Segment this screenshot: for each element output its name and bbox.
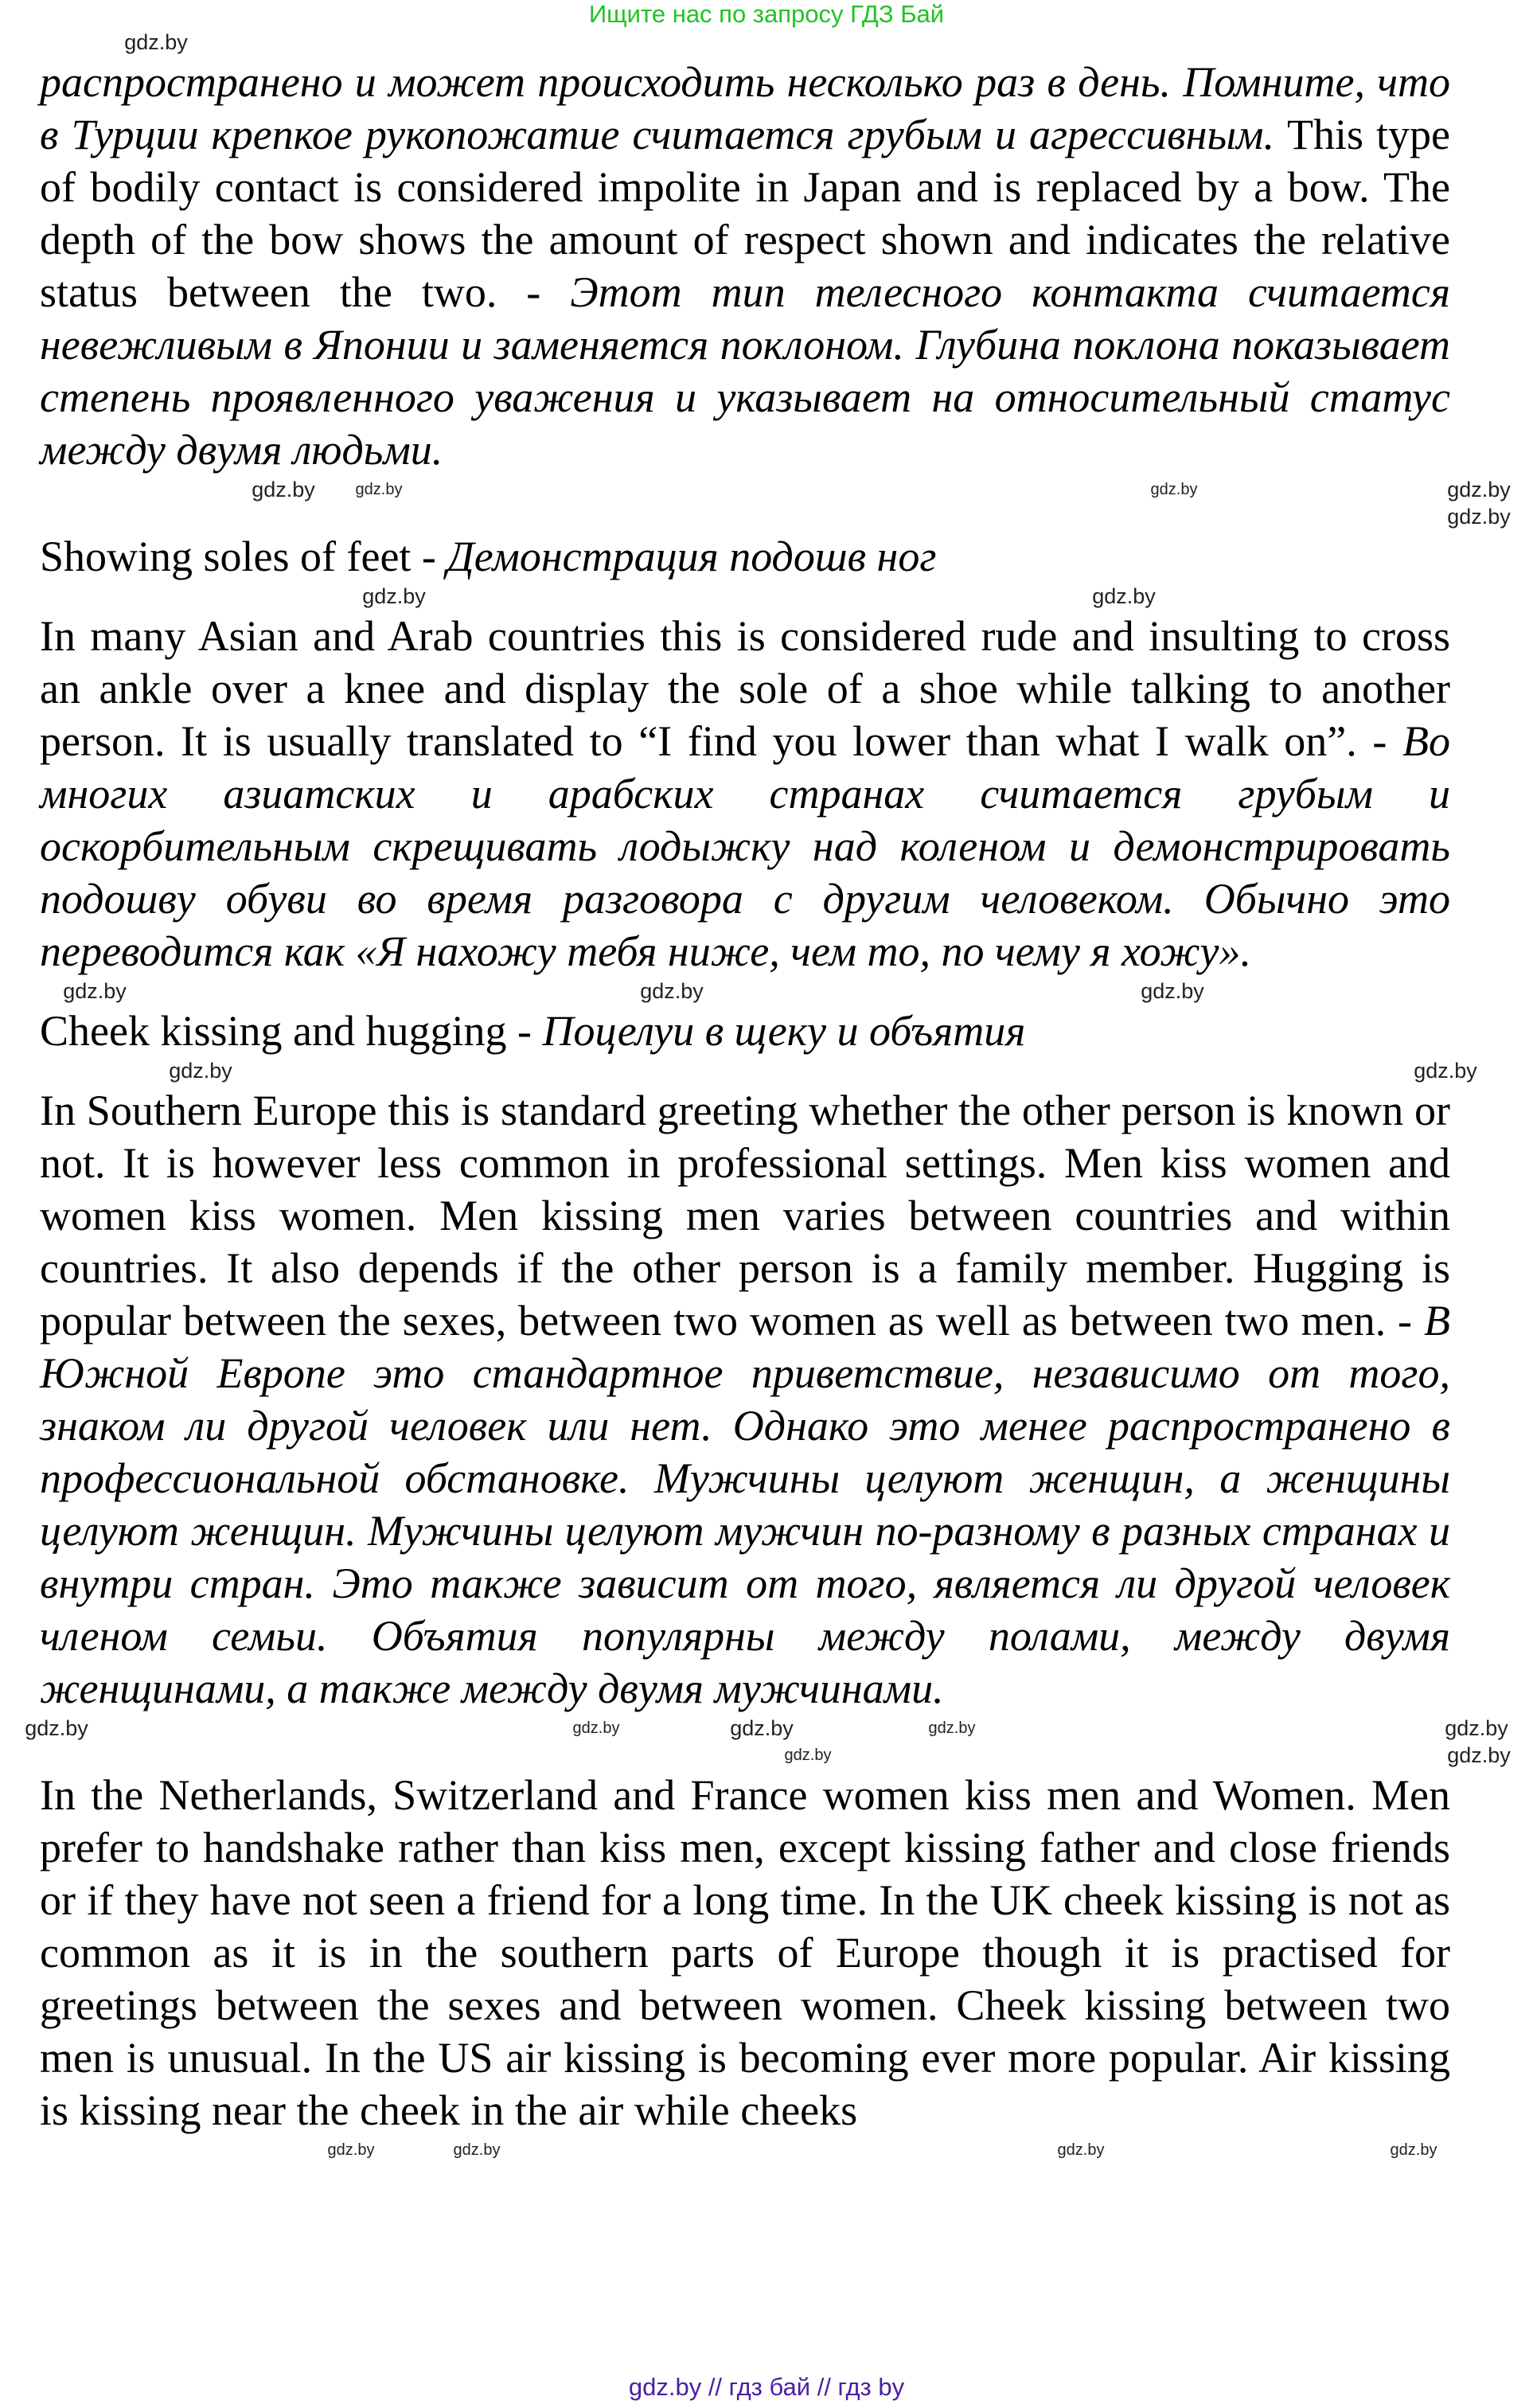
watermark: gdz.by [124,30,188,54]
heading-russian: Поцелуи в щеку и объятия [542,1007,1026,1055]
watermark: gdz.by [252,478,315,502]
watermark: gdz.by [1057,2141,1105,2159]
english-text: In Southern Europe this is standard greeting whether the other person is known or not. It is however less common in professional settings. Men kiss women and women kiss women. Men kissing men varies between countries and within countries. It also depends if the other person is a family member. Hugging is popular between the sexes, between two women as well as between two men. - [40,1087,1450,1344]
russian-text: Этот тип телесного контакта считается невежливым в Японии и заменяется поклоном. Глубина поклона показывает степень проявленного уважения и указывает на относительный статус между двумя людьми. [40,268,1450,474]
paragraph-netherlands [40,1769,1450,2137]
watermark: gdz.by [327,2141,375,2159]
heading-english: Cheek kissing and hugging - [40,1007,532,1055]
watermark-row [0,476,1533,503]
watermark: gdz.by [1447,505,1511,529]
watermark: gdz.by [1414,1059,1477,1083]
watermark: gdz.by [169,1059,232,1083]
watermark: gdz.by [640,979,704,1003]
watermark-row [0,503,1533,530]
search-hint-banner: Ищите нас по запросу ГДЗ Бай [588,0,945,28]
watermark: gdz.by [928,1719,976,1737]
watermark-row [0,1742,1533,1769]
watermark: gdz.by [1150,481,1198,498]
section-heading-cheek-kissing [40,1005,1450,1057]
english-text: In the Netherlands, Switzerland and France women kiss men and Women. Men prefer to handshake rather than kiss men, except kissing father and close friends or if they have not seen a friend for a long time. In the UK cheek kissing is not as common as it is in the southern parts of Europe though it is practised for greetings between the sexes and between women. Cheek kissing between two men is unusual. In the US air kissing is becoming ever more popular. Air kissing is kissing near the cheek in the air while cheeks [40,1771,1450,2134]
english-text: In many Asian and Arab countries this is considered rude and insulting to cross an ankle over a knee and display the sole of a shoe while talking to another person. It is usually translated to “I find you lower than what I walk on”. - [40,612,1450,765]
watermark: gdz.by [362,584,426,608]
heading-russian: Демонстрация подошв ног [447,533,937,580]
paragraph-southern-europe [40,1084,1450,1715]
watermark: gdz.by [572,1719,620,1737]
watermark: gdz.by [1447,1743,1511,1767]
footer-site-links: gdz.by // гдз бай // гдз by [628,2373,905,2401]
watermark: gdz.by [25,1716,88,1740]
watermark: gdz.by [355,481,403,498]
russian-text: В Южной Европе это стандартное приветствие, независимо от того, знаком ли другой человек или нет. Однако это менее распространено в профессиональной обстановке. Мужчины целуют женщин, а женщины целуют женщин. Мужчины целуют мужчин по-разному в разных странах и внутри стран. Это также зависит от того, является ли другой человек членом семьи. Объятия популярны между полами, между двумя женщинами, а также между двумя мужчинами. [40,1297,1450,1712]
watermark: gdz.by [1390,2141,1437,2159]
watermark: gdz.by [63,979,127,1003]
watermark: gdz.by [453,2141,501,2159]
watermark-row [0,978,1533,1005]
heading-english: Showing soles of feet - [40,533,436,580]
russian-text: Во многих азиатских и арабских странах считается грубым и оскорбительным скрещивать лодыжку над коленом и демонстрировать подошву обуви во время разговора с другим человеком. Обычно это переводится как «Я нахожу тебя ниже, чем то, по чему я хожу». [40,717,1451,975]
watermark-row [0,583,1533,610]
watermark-row [0,29,1533,56]
watermark: gdz.by [1141,979,1204,1003]
section-heading-soles [40,530,1450,583]
russian-text: распространено и может происходить несколько раз в день. Помните, что в Турции крепкое рукопожатие считается грубым и агрессивным. [40,58,1450,158]
watermark-row [0,2137,1533,2164]
watermark: gdz.by [1445,1716,1508,1740]
watermark-row [0,1057,1533,1084]
watermark: gdz.by [1092,584,1156,608]
watermark: gdz.by [784,1746,832,1764]
watermark: gdz.by [730,1716,794,1740]
watermark: gdz.by [1447,478,1511,502]
english-text: This type of bodily contact is considered impolite in Japan and is replaced by a bow. The depth of the bow shows the amount of respect shown and indicates the relative status between the two. - [40,111,1450,316]
paragraph-soles [40,610,1450,978]
paragraph-japan-bow [40,56,1450,476]
watermark-row [0,1715,1533,1742]
